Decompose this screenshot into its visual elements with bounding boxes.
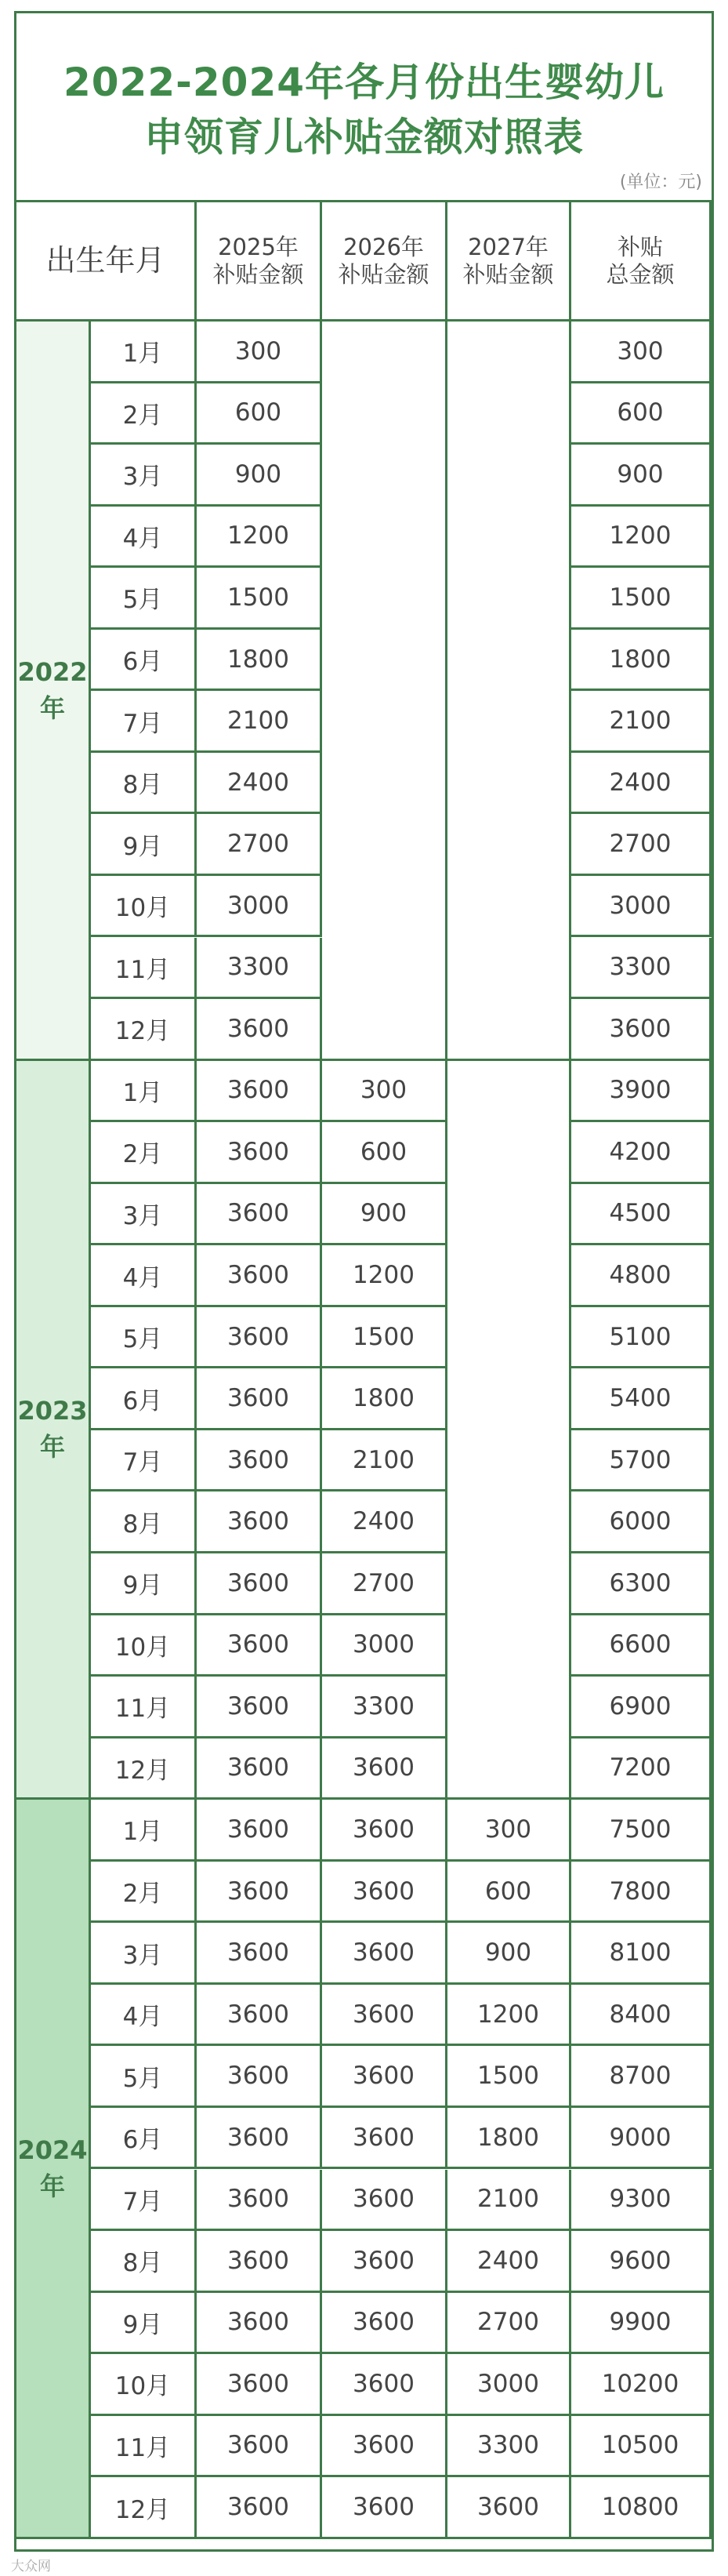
month-cell: 2月	[91, 1862, 197, 1924]
total-amount-cell: 6000	[571, 1491, 712, 1553]
total-amount-cell: 9600	[571, 2231, 712, 2293]
year-suffix: 年	[39, 1432, 65, 1462]
amount-2025-cell: 3600	[197, 1061, 322, 1123]
total-amount-cell: 2700	[571, 814, 712, 876]
header-col-2027-line: 2027年	[468, 233, 549, 260]
header-col-2025	[197, 200, 322, 322]
amount-2025-cell: 3600	[197, 1307, 322, 1369]
total-amount-cell: 1500	[571, 568, 712, 630]
amount-2026-cell: 2100	[322, 1430, 447, 1492]
amount-2025-cell: 600	[197, 383, 322, 445]
month-cell: 1月	[91, 1800, 197, 1862]
header-col-2027-line: 补贴金额	[462, 260, 554, 288]
amount-2025-cell: 3000	[197, 876, 322, 938]
amount-2026-cell: 1200	[322, 1245, 447, 1307]
amount-2026-cell: 3600	[322, 2170, 447, 2232]
month-cell: 12月	[91, 1739, 197, 1800]
amount-2025-cell: 3600	[197, 1368, 322, 1430]
total-amount-cell: 3000	[571, 876, 712, 938]
month-cell: 3月	[91, 1184, 197, 1246]
month-cell: 11月	[91, 1677, 197, 1739]
month-cell: 4月	[91, 507, 197, 569]
total-amount-cell: 4200	[571, 1122, 712, 1184]
month-cell: 5月	[91, 2046, 197, 2108]
total-amount-cell: 7200	[571, 1739, 712, 1800]
total-amount-cell: 6600	[571, 1615, 712, 1677]
amount-2027-cell: 2400	[447, 2231, 571, 2293]
total-amount-cell: 8400	[571, 1985, 712, 2047]
amount-2026-cell: 3000	[322, 1615, 447, 1677]
month-cell: 11月	[91, 938, 197, 1000]
header-col-total-line: 补贴	[617, 233, 663, 260]
amount-2025-cell: 3600	[197, 1923, 322, 1985]
total-amount-cell: 2100	[571, 691, 712, 753]
month-cell: 3月	[91, 1923, 197, 1985]
month-cell: 4月	[91, 1245, 197, 1307]
amount-2025-cell: 3600	[197, 2477, 322, 2539]
amount-2026-cell: 3600	[322, 1862, 447, 1924]
amount-2026-cell: 1800	[322, 1368, 447, 1430]
total-amount-cell: 900	[571, 445, 712, 507]
amount-2026-cell: 300	[322, 1061, 447, 1123]
amount-2027-cell: 2700	[447, 2293, 571, 2355]
total-amount-cell: 4500	[571, 1184, 712, 1246]
amount-2026-cell: 3600	[322, 2293, 447, 2355]
year-suffix: 年	[39, 692, 65, 723]
month-cell: 12月	[91, 2477, 197, 2539]
month-cell: 12月	[91, 999, 197, 1061]
month-cell: 10月	[91, 1615, 197, 1677]
amount-2026-cell: 3600	[322, 1800, 447, 1862]
amount-2026-cell: 1500	[322, 1307, 447, 1369]
amount-2025-cell: 3300	[197, 938, 322, 1000]
amount-2025-cell: 3600	[197, 1184, 322, 1246]
amount-2025-cell: 3600	[197, 1430, 322, 1492]
empty-2027-block	[447, 322, 571, 1061]
amount-2025-cell: 3600	[197, 999, 322, 1061]
total-amount-cell: 10200	[571, 2354, 712, 2416]
total-amount-cell: 1200	[571, 507, 712, 569]
amount-2026-cell: 3600	[322, 2477, 447, 2539]
amount-2027-cell: 3600	[447, 2477, 571, 2539]
total-amount-cell: 6900	[571, 1677, 712, 1739]
header-col-2026	[322, 200, 447, 322]
month-cell: 7月	[91, 691, 197, 753]
total-amount-cell: 9900	[571, 2293, 712, 2355]
amount-2025-cell: 3600	[197, 2108, 322, 2170]
month-cell: 8月	[91, 1491, 197, 1553]
month-cell: 8月	[91, 753, 197, 815]
amount-2027-cell: 600	[447, 1862, 571, 1924]
month-cell: 6月	[91, 630, 197, 692]
header-col-2026-line: 2026年	[343, 233, 424, 260]
month-cell: 10月	[91, 876, 197, 938]
amount-2026-cell: 3600	[322, 2354, 447, 2416]
month-cell: 9月	[91, 1553, 197, 1615]
amount-2026-cell: 3300	[322, 1677, 447, 1739]
total-amount-cell: 600	[571, 383, 712, 445]
amount-2027-cell: 300	[447, 1800, 571, 1862]
month-cell: 4月	[91, 1985, 197, 2047]
total-amount-cell: 2400	[571, 753, 712, 815]
amount-2025-cell: 1500	[197, 568, 322, 630]
month-cell: 7月	[91, 1430, 197, 1492]
total-amount-cell: 8700	[571, 2046, 712, 2108]
amount-2025-cell: 3600	[197, 1491, 322, 1553]
month-cell: 2月	[91, 383, 197, 445]
month-cell: 5月	[91, 1307, 197, 1369]
year-number: 2024	[17, 2135, 88, 2165]
amount-2027-cell: 1200	[447, 1985, 571, 2047]
amount-2025-cell: 3600	[197, 1862, 322, 1924]
amount-2025-cell: 2400	[197, 753, 322, 815]
amount-2025-cell: 300	[197, 322, 322, 383]
amount-2026-cell: 600	[322, 1122, 447, 1184]
total-amount-cell: 3300	[571, 938, 712, 1000]
header-col-2026-line: 补贴金额	[338, 260, 429, 288]
title-area	[16, 13, 712, 200]
amount-2025-cell: 3600	[197, 1553, 322, 1615]
amount-2026-cell: 3600	[322, 1739, 447, 1800]
amount-2025-cell: 3600	[197, 1800, 322, 1862]
watermark-text: 大众网	[11, 2559, 51, 2574]
total-amount-cell: 7800	[571, 1862, 712, 1924]
month-cell: 2月	[91, 1122, 197, 1184]
header-birth-month: 出生年月	[16, 200, 197, 322]
month-cell: 6月	[91, 1368, 197, 1430]
unit-label: (单位：元)	[619, 173, 702, 192]
amount-2025-cell: 2100	[197, 691, 322, 753]
header-col-2025-line: 2025年	[218, 233, 299, 260]
month-cell: 5月	[91, 568, 197, 630]
amount-2026-cell: 3600	[322, 2231, 447, 2293]
total-amount-cell: 1800	[571, 630, 712, 692]
amount-2027-cell: 900	[447, 1923, 571, 1985]
amount-2025-cell: 3600	[197, 2231, 322, 2293]
amount-2025-cell: 3600	[197, 1677, 322, 1739]
month-cell: 7月	[91, 2170, 197, 2232]
header-col-total-line: 总金额	[606, 260, 675, 288]
total-amount-cell: 10800	[571, 2477, 712, 2539]
header-col-2025-line: 补贴金额	[212, 260, 304, 288]
header-col-2027	[447, 200, 571, 322]
amount-2027-cell: 1800	[447, 2108, 571, 2170]
total-amount-cell: 5700	[571, 1430, 712, 1492]
subsidy-table	[16, 200, 712, 2552]
total-amount-cell: 300	[571, 322, 712, 383]
year-suffix: 年	[39, 2171, 65, 2201]
amount-2027-cell: 1500	[447, 2046, 571, 2108]
amount-2025-cell: 3600	[197, 1739, 322, 1800]
empty-2027-block	[447, 1061, 571, 1800]
month-cell: 3月	[91, 445, 197, 507]
total-amount-cell: 5100	[571, 1307, 712, 1369]
total-amount-cell: 9000	[571, 2108, 712, 2170]
amount-2026-cell: 3600	[322, 2416, 447, 2478]
month-cell: 1月	[91, 1061, 197, 1123]
month-cell: 9月	[91, 2293, 197, 2355]
amount-2027-cell: 3300	[447, 2416, 571, 2478]
amount-2027-cell: 2100	[447, 2170, 571, 2232]
amount-2025-cell: 3600	[197, 2170, 322, 2232]
total-amount-cell: 3900	[571, 1061, 712, 1123]
amount-2026-cell: 3600	[322, 2046, 447, 2108]
subsidy-table-sheet	[14, 11, 714, 2552]
amount-2025-cell: 2700	[197, 814, 322, 876]
amount-2025-cell: 3600	[197, 2416, 322, 2478]
year-label-2022	[16, 322, 91, 1061]
empty-2026-block	[322, 322, 447, 1061]
total-amount-cell: 3600	[571, 999, 712, 1061]
total-amount-cell: 9300	[571, 2170, 712, 2232]
month-cell: 8月	[91, 2231, 197, 2293]
header-col-total	[571, 200, 712, 322]
year-label-2024	[16, 1800, 91, 2539]
amount-2026-cell: 900	[322, 1184, 447, 1246]
total-amount-cell: 8100	[571, 1923, 712, 1985]
year-number: 2022	[17, 656, 88, 687]
amount-2026-cell: 3600	[322, 1985, 447, 2047]
total-amount-cell: 10500	[571, 2416, 712, 2478]
amount-2025-cell: 1800	[197, 630, 322, 692]
month-cell: 10月	[91, 2354, 197, 2416]
total-amount-cell: 7500	[571, 1800, 712, 1862]
month-cell: 9月	[91, 814, 197, 876]
amount-2025-cell: 3600	[197, 1615, 322, 1677]
amount-2025-cell: 3600	[197, 1245, 322, 1307]
month-cell: 11月	[91, 2416, 197, 2478]
amount-2025-cell: 900	[197, 445, 322, 507]
amount-2027-cell: 3000	[447, 2354, 571, 2416]
page-title-line-2: 申领育儿补贴金额对照表	[144, 114, 584, 160]
amount-2025-cell: 1200	[197, 507, 322, 569]
amount-2026-cell: 2400	[322, 1491, 447, 1553]
month-cell: 1月	[91, 322, 197, 383]
total-amount-cell: 5400	[571, 1368, 712, 1430]
amount-2026-cell: 2700	[322, 1553, 447, 1615]
amount-2025-cell: 3600	[197, 1122, 322, 1184]
month-cell: 6月	[91, 2108, 197, 2170]
total-amount-cell: 6300	[571, 1553, 712, 1615]
amount-2026-cell: 3600	[322, 1923, 447, 1985]
amount-2026-cell: 3600	[322, 2108, 447, 2170]
amount-2025-cell: 3600	[197, 2293, 322, 2355]
year-label-2023	[16, 1061, 91, 1800]
page-title-line-1: 2022-2024年各月份出生婴幼儿	[63, 60, 665, 105]
amount-2025-cell: 3600	[197, 2354, 322, 2416]
amount-2025-cell: 3600	[197, 2046, 322, 2108]
total-amount-cell: 4800	[571, 1245, 712, 1307]
amount-2025-cell: 3600	[197, 1985, 322, 2047]
year-number: 2023	[17, 1396, 88, 1426]
